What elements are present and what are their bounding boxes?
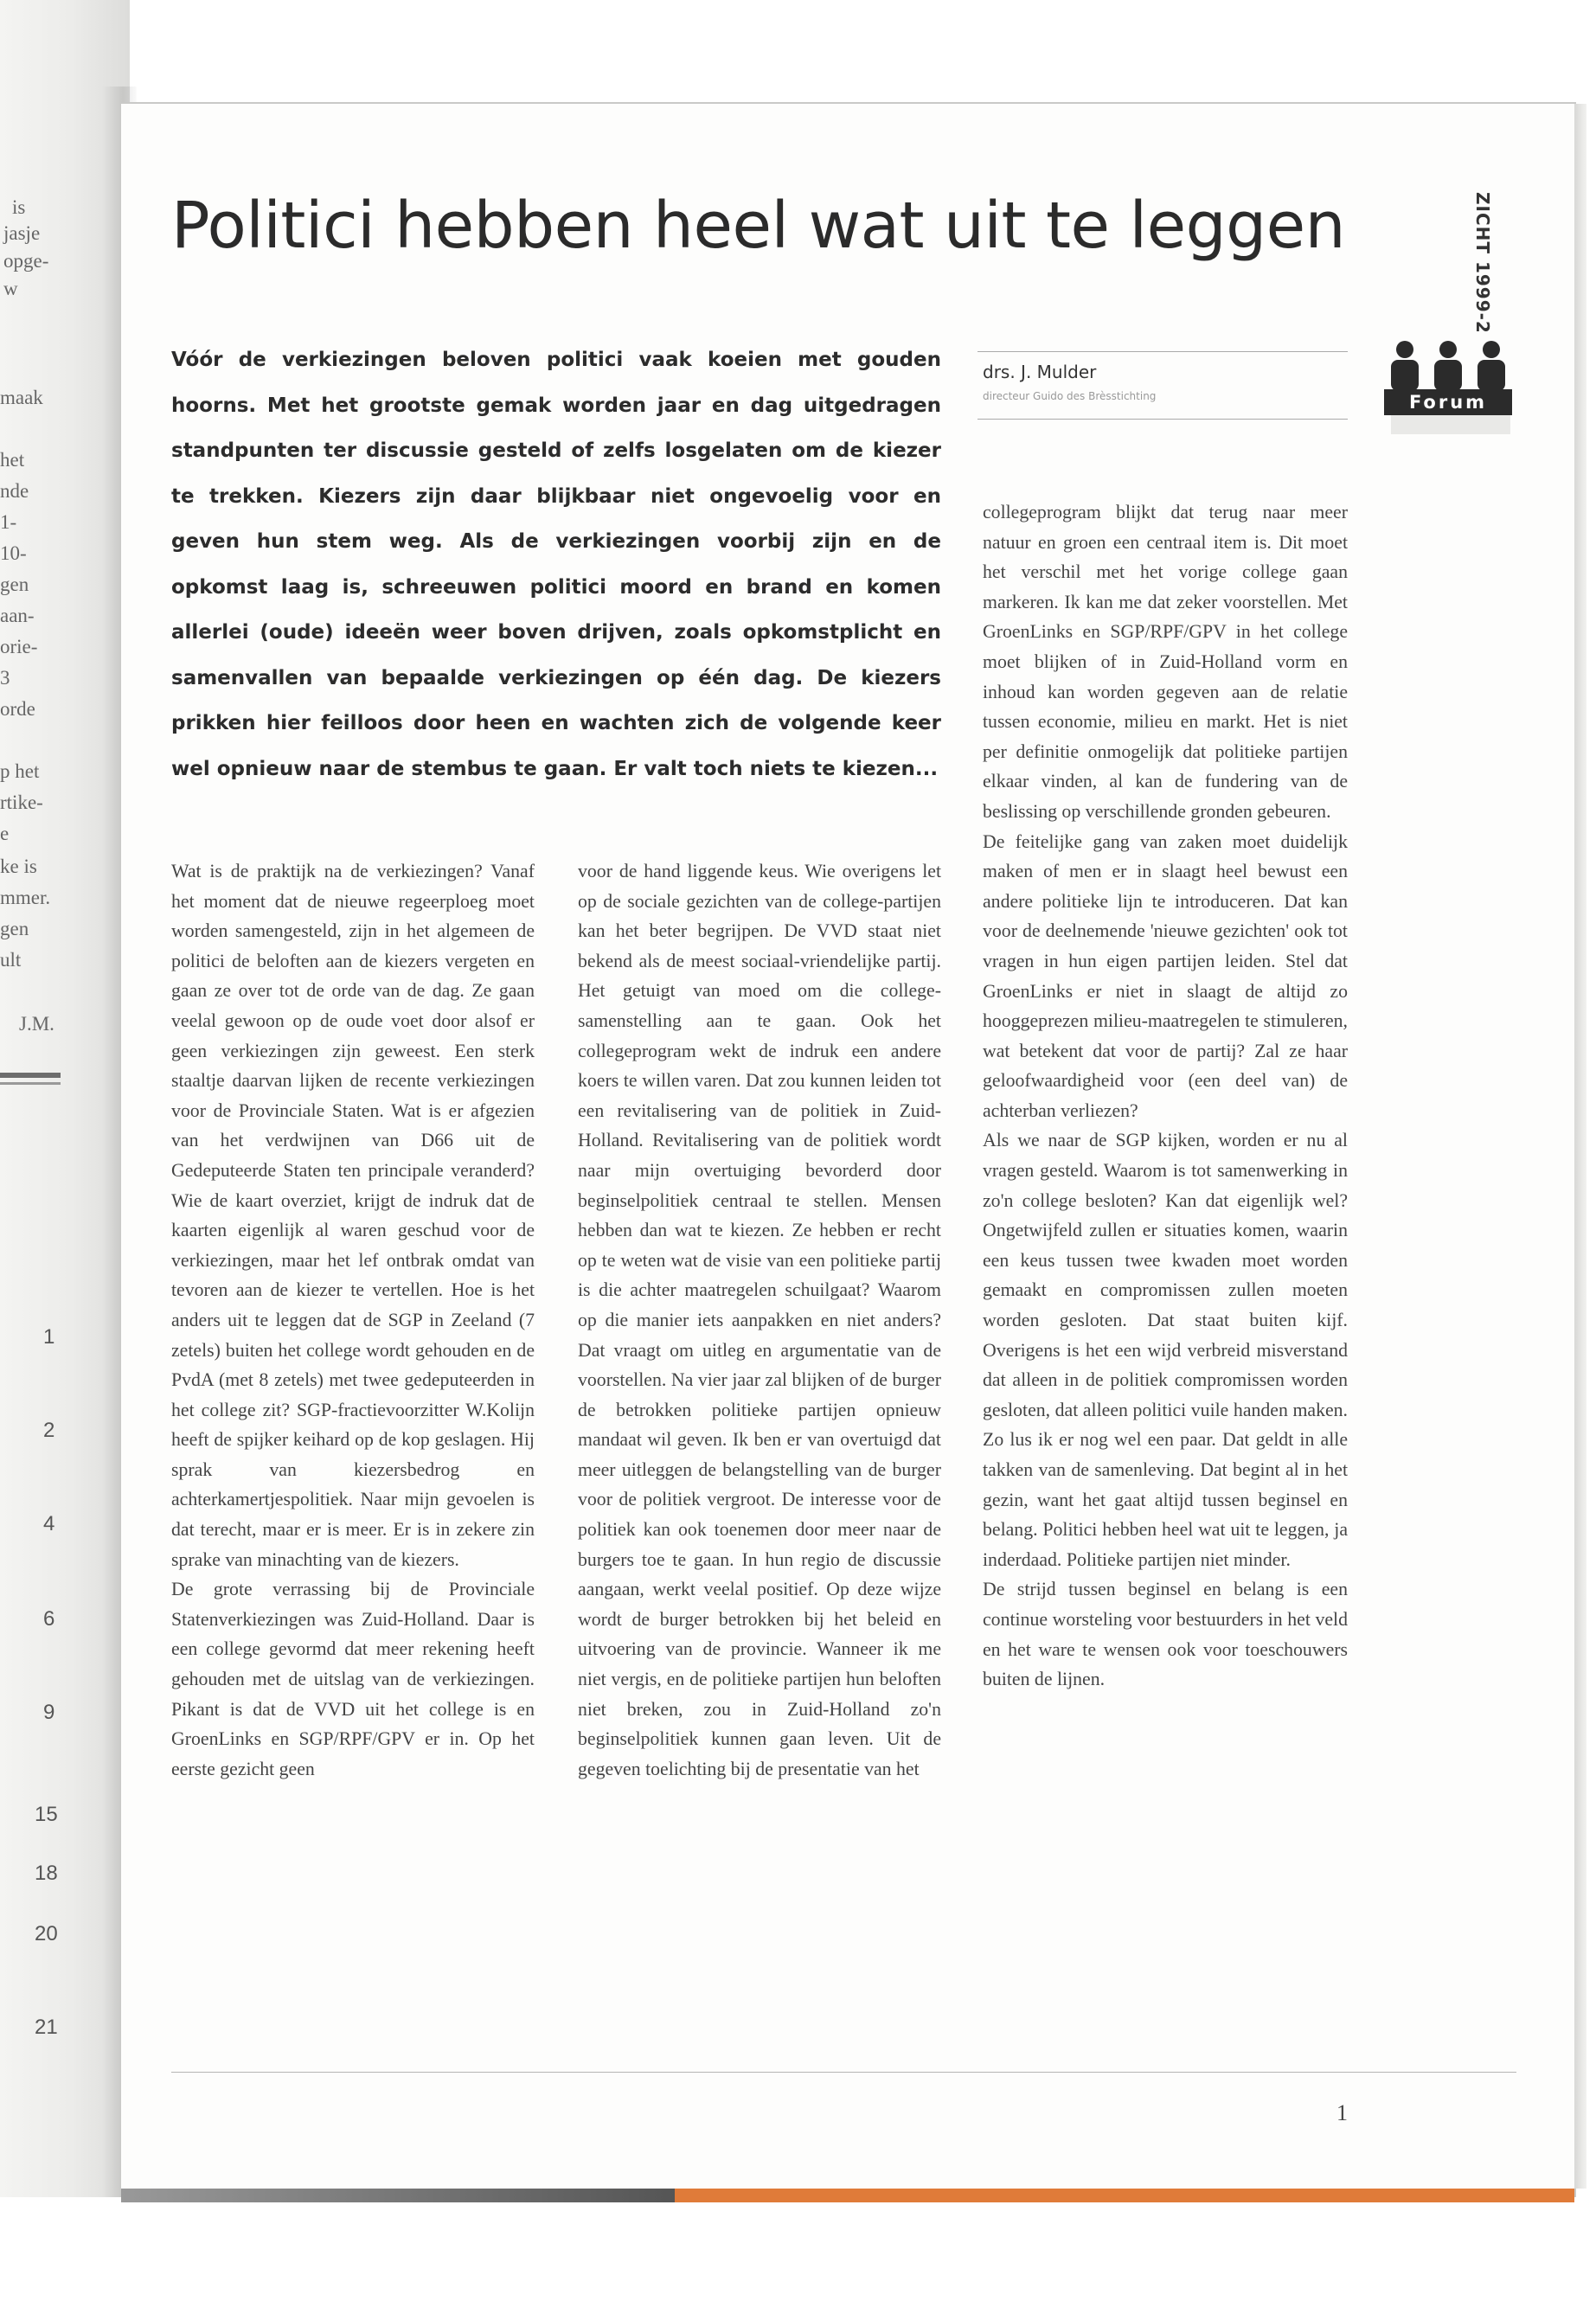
edge-fragment: opge- (3, 250, 49, 272)
edge-fragment: aan- (0, 605, 35, 626)
forum-logo (1384, 337, 1512, 433)
cover-strip-orange (675, 2189, 1574, 2202)
article-title: Politici hebben heel wat uit te leggen (171, 189, 1346, 263)
body-paragraph: Als we naar de SGP kijken, worden er nu al vragen gesteld. Waarom is tot samenwerking in zo'n college besloten? Kan dat eigenlijk wel? Ongetwijfeld zullen er situaties komen, waarin een keus tussen twee kwaden moet worden gemaakt en compromissen zullen moeten worden gesloten. Dat staat buiten kijf. Overigens is het een wijd verbreid misverstand dat alleen in de politiek compromissen worden gesloten, dat alleen politici vuile handen maken. Zo lus ik er nog wel een paar. Dat geldt in alle takken van de samenleving. Dat begint al in het gezin, want het gaat altijd tussen beginsel en belang. Politici hebben heel wat uit te leggen, ja inderdaad. Politieke partijen niet minder. (983, 1130, 1348, 1570)
body-paragraph: Wat is de praktijk na de verkiezingen? Vanaf het moment dat de nieuwe regeerploeg moet worden samengesteld, zijn in het algemeen de politici de beloften aan de kiezers vergeten en gaan ze over tot de orde van de dag. Ze gaan veelal gewoon op de oude voet door alsof er geen verkiezingen zijn geweest. Een sterk staaltje daarvan lijken de recente verkiezingen voor de Provinciale Staten. Wat is er afgezien van het verdwijnen van D66 uit de Gedeputeerde Staten ten principale veranderd? Wie de kaart overziet, krijgt de indruk dat de kaarten eigenlijk al waren geschud voor de verkiezingen, maar het lef ontbrak omdat van tevoren aan de kiezer te vertellen. Hoe is het anders uit te leggen dat de SGP in Zeeland (7 zetels) buiten het college wordt gehouden en de PvdA (met 8 zetels) met twee gedeputeerden in het college zit? SGP-fractievoorzitter W.Kolijn heeft de spijker keihard op de kop geslagen. Hij sprak van kiezersbedrog en achterkamertjespolitiek. Naar mijn gevoelen is dat terecht, maar er is meer. Er is in zekere zin sprake van minachting van de kiezers. (171, 861, 535, 1570)
page-index-number: 2 (43, 1419, 55, 1442)
body-paragraph: voor de hand liggende keus. Wie overigens let op de sociale gezichten van de college-partijen kan het beter begrijpen. De VVD staat niet bekend als de meest sociaal-vriendelijke partij. Het getuigt van moed om die college-samenstelling aan te gaan. Ook het collegeprogram wekt de indruk een andere koers te willen varen. Dat zou kunnen leiden tot een revitalisering van de politiek in Zuid-Holland. Revitalisering van de politiek wordt naar mijn overtuiging bevorderd door beginselpolitiek centraal te stellen. Mensen hebben dan wat te kiezen. Ze hebben er recht op te weten wat de visie van een politieke partij is die achter maatregelen schuilgaat? Waarom op die manier iets aanpakken en niet anders? Dat vraagt om uitleg en argumentatie van de voorstellen. Na vier jaar zal blijken of de burger de betrokken politieke partijen opnieuw mandaat wil geven. Ik ben er van overtuigd dat meer uitleggen de belangstelling van de burger voor de politiek vergroot. De interesse voor de politiek kan ook toenemen door meer naar de burgers toe te gaan. In hun regio de discussie aangaan, werkt veelal positief. Op deze wijze wordt de burger betrokken bij het beleid en uitvoering van de provincie. Wanneer ik me niet vergis, en de politieke partijen hun beloften niet breken, zou in Zuid-Holland zo'n beginselpolitiek kunnen gaan leven. Uit de gegeven toelichting bij de presentatie van het (578, 861, 941, 1779)
page-index-number: 20 (35, 1922, 58, 1945)
edge-rule (0, 1082, 61, 1085)
edge-fragment: e (0, 823, 10, 844)
byline-rule-bottom (977, 419, 1348, 420)
edge-fragment: nde (0, 480, 29, 502)
logo-shadow (1391, 415, 1510, 434)
body-column-1 (171, 856, 535, 1784)
author-name: drs. J. Mulder (983, 362, 1097, 382)
lead-paragraph: Vóór de verkiezingen beloven politici vaak koeien met gouden hoorns. Met het grootste gemak worden jaar en dag uitgedragen standpunten ter discussie gesteld of zelfs losgelaten om de kiezer te trekken. Kiezers zijn daar blijkbaar niet ongevoelig voor en geven hun stem weg. Als de verkiezingen voorbij zijn en de opkomst laag is, schreeuwen politici moord en brand en komen allerlei (oude) ideeën weer boven drijven, zoals opkomstplicht en samenvallen van bepaalde verkiezingen op één dag. De kiezers prikken hier feilloos door heen en wachten zich de volgende keer wel opnieuw naar de stembus te gaan. Er valt toch niets te kiezen... (171, 349, 941, 780)
edge-fragment: jasje (3, 222, 41, 244)
issue-label-text: ZICHT 1999-2 (1472, 192, 1493, 334)
page-edge (1574, 104, 1586, 2189)
edge-fragment: 10- (0, 542, 27, 564)
edge-fragment: maak (0, 387, 43, 408)
forum-label: Forum (1384, 389, 1512, 415)
body-paragraph: De grote verrassing bij de Provinciale Statenverkiezingen was Zuid-Holland. Daar is een college gevormd dat meer rekening heeft gehouden met de uitslag van de verkiezingen. Pikant is dat de VVD uit het college is en GroenLinks en SGP/RPF/GPV er in. Op het eerste gezicht geen (171, 1579, 535, 1779)
edge-fragment: is (12, 196, 26, 218)
byline-rule-top (977, 351, 1348, 352)
edge-fragment: 3 (0, 667, 10, 689)
edge-fragment: J.M. (19, 1013, 54, 1035)
issue-label (1471, 192, 1497, 337)
edge-fragment: orde (0, 698, 35, 720)
body-column-2 (578, 856, 941, 1784)
edge-fragment: gen (0, 918, 29, 939)
edge-fragment: gen (0, 574, 29, 595)
edge-rule (0, 1073, 61, 1078)
page-index-number: 21 (35, 2016, 58, 2039)
edge-fragment: rtike- (0, 792, 43, 813)
edge-fragment: 1- (0, 511, 17, 533)
body-paragraph: De strijd tussen beginsel en belang is een continue worsteling voor bestuurders in het veld en het ware te wensen ook voor toeschouwers buiten de lijnen. (983, 1579, 1348, 1690)
body-column-3 (983, 497, 1348, 1695)
edge-fragment: w (3, 278, 18, 299)
page-number: 1 (1336, 2100, 1348, 2125)
page-index-number: 4 (43, 1512, 55, 1535)
author-role: directeur Guido des Brèsstichting (983, 390, 1157, 402)
page-index-number: 6 (43, 1607, 55, 1631)
footer-rule (171, 2072, 1516, 2073)
people-icon (1384, 337, 1512, 391)
page-index-number: 1 (43, 1325, 55, 1349)
page-index-number: 15 (35, 1803, 58, 1826)
body-paragraph: collegeprogram blijkt dat terug naar meer natuur en groen een centraal item is. Dit moet het verschil met het vorige college gaan markeren. Ik kan me dat zeker voorstellen. Met GroenLinks en SGP/RPF/GPV in het college moet blijken of in Zuid-Holland vorm en inhoud kan worden gegeven aan de relatie tussen economie, milieu en markt. Het is niet per definitie onmogelijk dat politieke partijen elkaar vinden, al kan de fundering van de beslissing op verschillende gronden gebeuren. (983, 502, 1348, 822)
body-paragraph: De feitelijke gang van zaken moet duidelijk maken of men er in slaagt heel bewust een andere politieke lijn te introduceren. Dat kan voor de deelnemende 'nieuwe gezichten' ook tot vragen in hun eigen partijen leiden. Stel dat GroenLinks er niet in slaagt de altijd zo hooggeprezen milieu-maatregelen te stimuleren, wat betekent dat voor de partij? Zal ze haar geloofwaardigheid voor (een deel van) de achterban verliezen? (983, 830, 1348, 1121)
cover-strip-gray (121, 2189, 675, 2202)
edge-fragment: het (0, 449, 25, 471)
edge-fragment: ult (0, 949, 22, 971)
page-index-number: 9 (43, 1701, 55, 1724)
edge-fragment: mmer. (0, 887, 51, 908)
edge-fragment: orie- (0, 636, 38, 657)
edge-fragment: p het (0, 760, 40, 782)
edge-fragment: ke is (0, 856, 37, 877)
page-index-number: 18 (35, 1862, 58, 1885)
